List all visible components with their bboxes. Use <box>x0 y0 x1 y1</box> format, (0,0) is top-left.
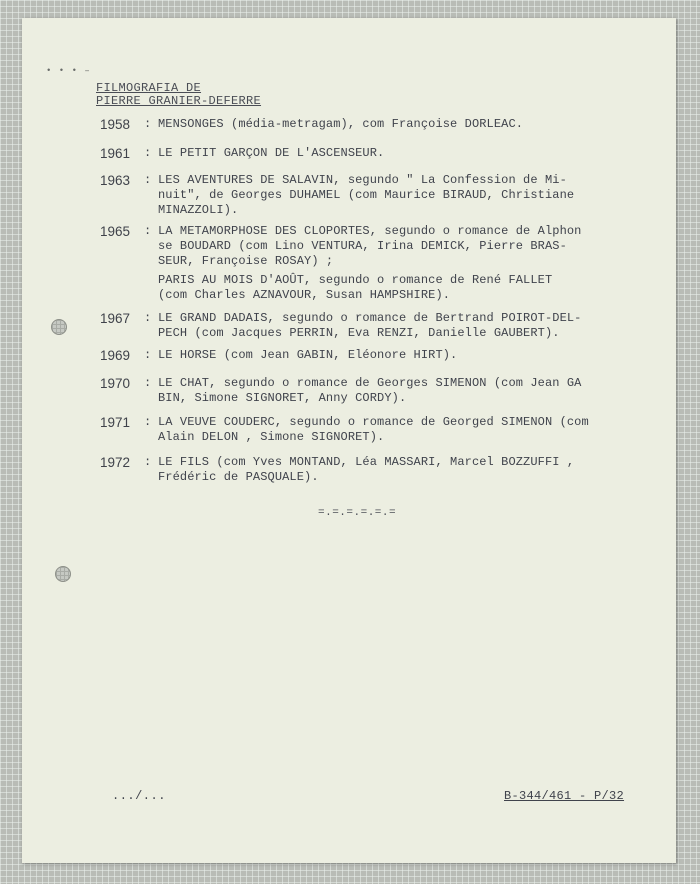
entry-line: LA METAMORPHOSE DES CLOPORTES, segundo o romance de Alphon <box>158 224 582 238</box>
entry-line: LE FILS (com Yves MONTAND, Léa MASSARI, Marcel BOZZUFFI , <box>158 455 575 469</box>
filmography-entry: 1969 : LE HORSE (com Jean GABIN, Eléonore HIRT). <box>100 348 635 363</box>
entry-year: 1971 <box>100 415 131 430</box>
entry-line: BIN, Simone SIGNORET, Anny CORDY). <box>158 391 407 405</box>
entry-line: LA VEUVE COUDERC, segundo o romance de Georged SIMENON (com <box>158 415 589 429</box>
typewritten-page <box>22 18 676 863</box>
entry-line: PECH (com Jacques PERRIN, Eva RENZI, Danielle GAUBERT). <box>158 326 560 340</box>
entry-year: 1970 <box>100 376 131 391</box>
entry-year: 1961 <box>100 146 131 161</box>
filmography-entry: 1967 : LE GRAND DADAIS, segundo o romance de Bertrand POIROT-DEL- PECH (com Jacques PERRIN, Eva RENZI, Danielle GAUBERT). <box>100 311 635 341</box>
filmography-entry: 1972 : LE FILS (com Yves MONTAND, Léa MASSARI, Marcel BOZZUFFI , Frédéric de PASQUALE). <box>100 455 635 485</box>
entry-year: 1972 <box>100 455 131 470</box>
entry-line: LE CHAT, segundo o romance de Georges SIMENON (com Jean GA <box>158 376 582 390</box>
document-heading <box>96 82 261 108</box>
heading-line-1: FILMOGRAFIA DE <box>96 81 202 95</box>
entry-year: 1963 <box>100 173 131 188</box>
entry-line: MINAZZOLI). <box>158 203 239 217</box>
entry-year: 1958 <box>100 117 131 132</box>
punch-hole-bottom <box>55 566 71 582</box>
entry-year: 1965 <box>100 224 131 239</box>
entry-line: LE GRAND DADAIS, segundo o romance de Bertrand POIROT-DEL- <box>158 311 582 325</box>
entry-line: nuit", de Georges DUHAMEL (com Maurice BIRAUD, Christiane <box>158 188 575 202</box>
entry-line: se BOUDARD (com Lino VENTURA, Irina DEMICK, Pierre BRAS- <box>158 239 567 253</box>
entry-year: 1967 <box>100 311 131 326</box>
entry-line: MENSONGES (média-metragam), com Françoise DORLEAC. <box>158 117 524 131</box>
section-separator: =.=.=.=.=.= <box>318 507 397 519</box>
entry-line: SEUR, Françoise ROSAY) ; <box>158 254 334 268</box>
punch-hole-top <box>51 319 67 335</box>
entry-line: Frédéric de PASQUALE). <box>158 470 319 484</box>
filmography-entry: 1961 : LE PETIT GARÇON DE L'ASCENSEUR. <box>100 146 635 161</box>
entry-year: 1969 <box>100 348 131 363</box>
filmography-entry: 1958 : MENSONGES (média-metragam), com Françoise DORLEAC. <box>100 117 635 132</box>
top-dots: • • • – <box>46 66 91 76</box>
entry-line: LE PETIT GARÇON DE L'ASCENSEUR. <box>158 146 385 160</box>
filmography-entry: 1970 : LE CHAT, segundo o romance de Georges SIMENON (com Jean GA BIN, Simone SIGNORET, Anny CORDY). <box>100 376 635 406</box>
continued-marker: .../... <box>112 789 166 803</box>
entry-line: LES AVENTURES DE SALAVIN, segundo " La Confession de Mi- <box>158 173 567 187</box>
entry-line: PARIS AU MOIS D'AOÛT, segundo o romance de René FALLET <box>158 273 553 287</box>
entry-line: (com Charles AZNAVOUR, Susan HAMPSHIRE). <box>158 288 451 302</box>
filmography-entry: 1965 : LA METAMORPHOSE DES CLOPORTES, segundo o romance de Alphon se BOUDARD (com Lino VENTURA, Irina DEMICK, Pierre BRAS- SEUR, Françoise ROSAY) ; PARIS AU MOIS D'AOÛT, segundo o romance de René FALLET (com Charles AZNAVOUR, Susan HAMPSHIRE). <box>100 224 635 303</box>
entry-line: Alain DELON , Simone SIGNORET). <box>158 430 385 444</box>
heading-line-2: PIERRE GRANIER-DEFERRE <box>96 94 262 108</box>
entry-line: LE HORSE (com Jean GABIN, Eléonore HIRT). <box>158 348 458 362</box>
filmography-entry: 1963 : LES AVENTURES DE SALAVIN, segundo " La Confession de Mi- nuit", de Georges DUHAMEL (com Maurice BIRAUD, Christiane MINAZZOLI). <box>100 173 635 218</box>
filmography-entry: 1971 : LA VEUVE COUDERC, segundo o romance de Georged SIMENON (com Alain DELON , Simone SIGNORET). <box>100 415 635 445</box>
page-reference: B-344/461 - P/32 <box>504 789 625 803</box>
